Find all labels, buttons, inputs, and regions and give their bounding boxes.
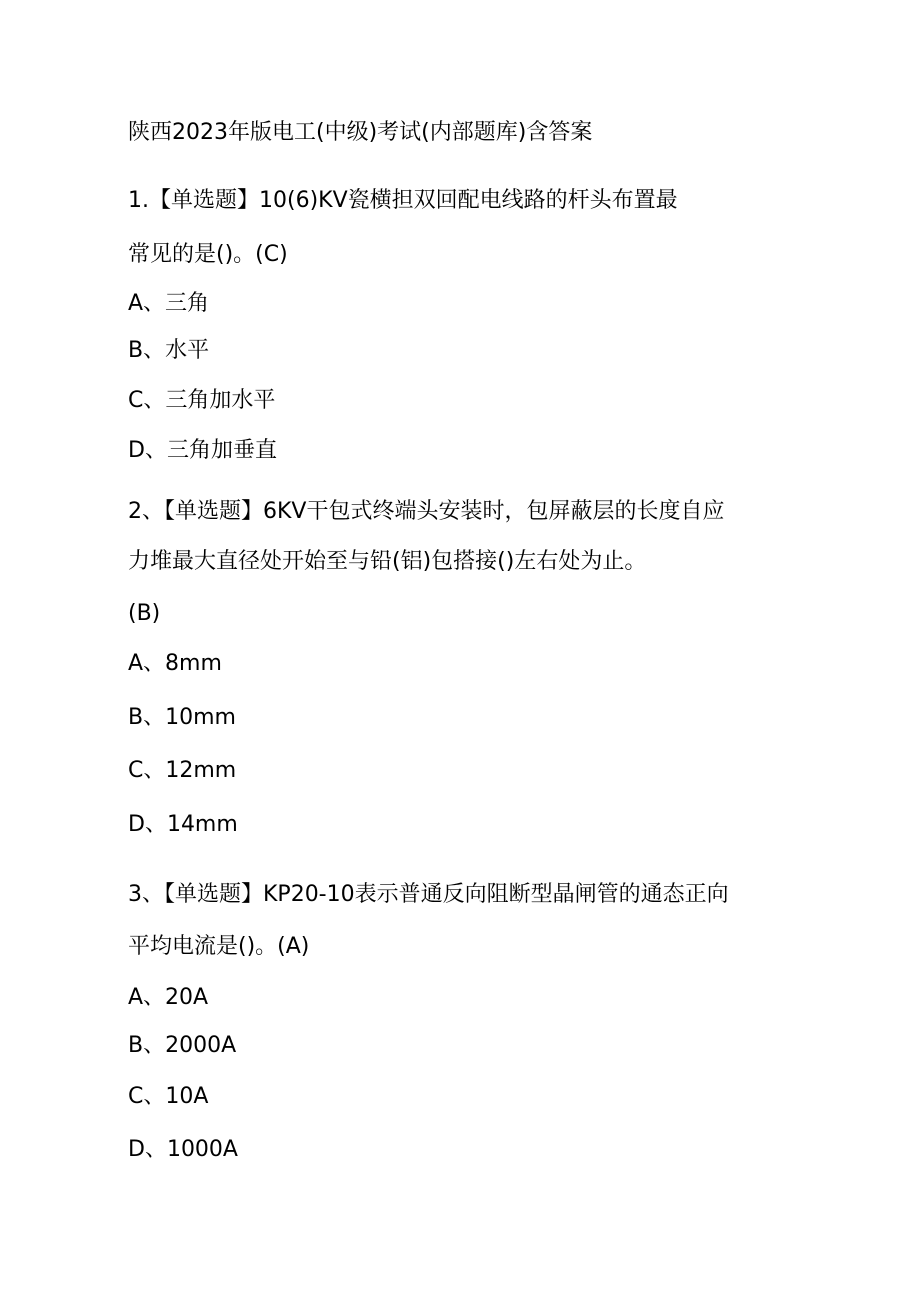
question-2-option-a: A、8mm — [128, 651, 222, 676]
question-1-option-d: D、三角加垂直 — [128, 438, 277, 463]
question-3-option-b: B、2000A — [128, 1033, 237, 1058]
question-3-text-line-2: 平均电流是()。(A) — [128, 934, 310, 959]
question-3-option-d: D、1000A — [128, 1137, 238, 1162]
question-2-text-line-1: 2、【单选题】6KV干包式终端头安装时，包屏蔽层的长度自应 — [128, 499, 725, 524]
question-3-text-line-1: 3、【单选题】KP20-10表示普通反向阻断型晶闸管的通态正向 — [128, 882, 729, 907]
question-3-option-c: C、10A — [128, 1084, 209, 1109]
question-1-option-b: B、水平 — [128, 338, 210, 363]
question-1-option-a: A、三角 — [128, 291, 210, 316]
question-2-option-b: B、10mm — [128, 705, 236, 730]
question-2-option-d: D、14mm — [128, 812, 238, 837]
question-1-option-c: C、三角加水平 — [128, 388, 276, 413]
question-2-option-c: C、12mm — [128, 758, 237, 783]
question-3-option-a: A、20A — [128, 985, 209, 1010]
question-1-text-line-2: 常见的是()。(C) — [128, 242, 288, 267]
question-1-text-line-1: 1.【单选题】10(6)KV瓷横担双回配电线路的杆头布置最 — [128, 188, 678, 213]
question-2-text-line-2: 力堆最大直径处开始至与铅(铝)包搭接()左右处为止。 — [128, 549, 647, 574]
question-2-answer-line: (B) — [128, 601, 161, 626]
document-title: 陕西2023年版电工(中级)考试(内部题库)含答案 — [128, 120, 593, 145]
